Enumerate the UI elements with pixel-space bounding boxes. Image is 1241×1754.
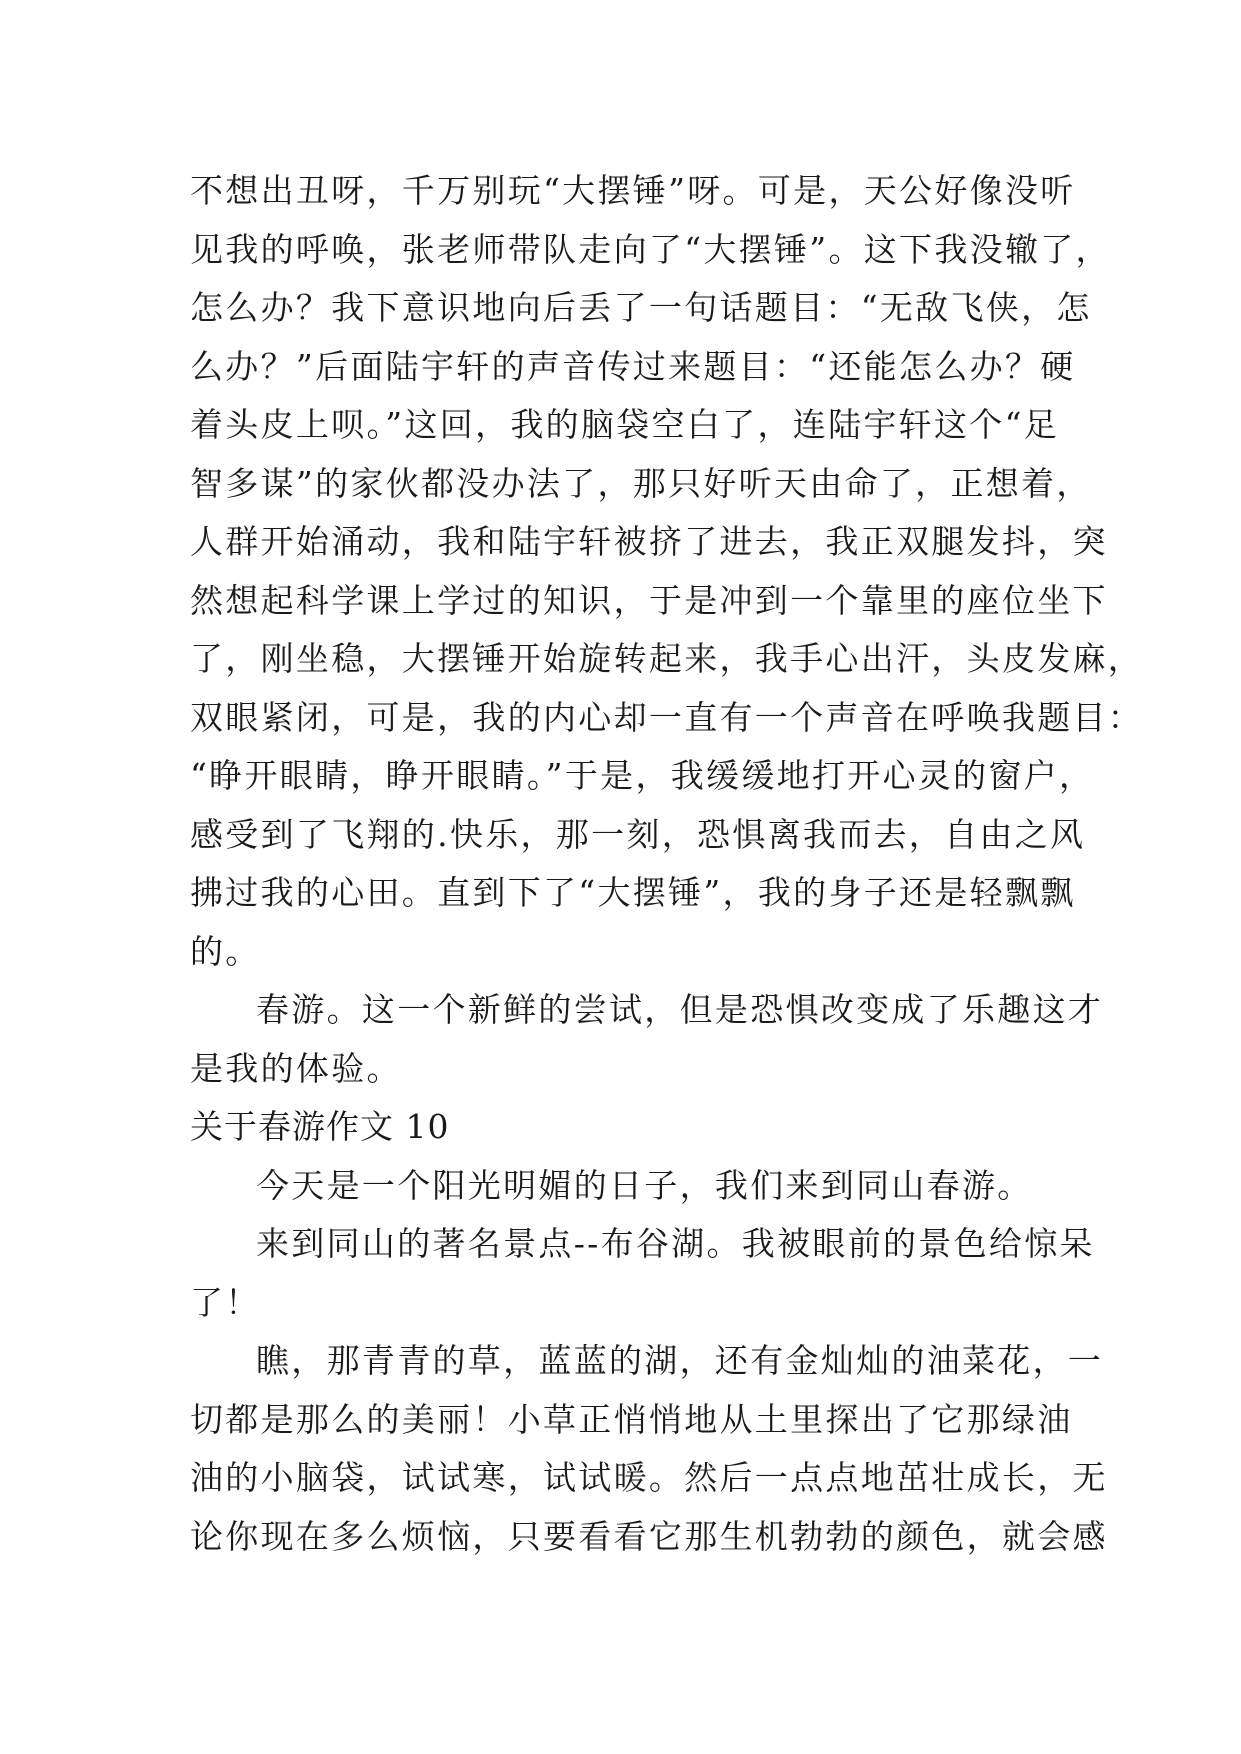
section-heading: 关于春游作文 10 [190,1107,450,1146]
text-line: 论你现在多么烦恼，只要看看它那生机勃勃的颜色，就会感 [190,1516,1108,1556]
text-line: 切都是那么的美丽！小草正悄悄地从土里探出了它那绿油 [190,1399,1073,1439]
text-line: 么办？”后面陆宇轩的声音传过来题目：“还能怎么办？硬 [190,346,1076,386]
text-line: 智多谋”的家伙都没办法了，那只好听天由命了，正想着， [190,463,1092,503]
text-line: 人群开始涌动，我和陆宇轩被挤了进去，我正双腿发抖，突 [190,522,1108,561]
text-line: 油的小脑袋，试试寒，试试暖。然后一点点地茁壮成长，无 [190,1458,1108,1497]
text-line: 了！ [190,1282,261,1322]
text-line: 不想出丑呀，千万别玩“大摆锤”呀。可是，天公好像没听 [190,171,1076,210]
text-line: 着头皮上呗。”这回，我的脑袋空白了，连陆宇轩这个“足 [190,405,1060,444]
paragraph-start-line: 瞧，那青青的草，蓝蓝的湖，还有金灿灿的油菜花，一 [256,1341,1104,1380]
text-line: 然想起科学课上学过的知识，于是冲到一个靠里的座位坐下 [190,580,1108,620]
text-line: 双眼紧闭，可是，我的内心却一直有一个声音在呼唤我题目： [190,697,1144,737]
text-line: 了，刚坐稳，大摆锤开始旋转起来，我手心出汗，头皮发麻， [190,639,1144,678]
text-line: 感受到了飞翔的.快乐，那一刻，恐惧离我而去，自由之风 [190,814,1086,854]
paragraph-start-line: 春游。这一个新鲜的尝试，但是恐惧改变成了乐趣这才 [256,990,1104,1029]
text-line: 拂过我的心田。直到下了“大摆锤”，我的身子还是轻飘飘 [190,873,1076,912]
document-body [190,162,1144,1566]
text-line: 的。 [190,931,261,971]
paragraph-start-line: 来到同山的著名景点--布谷湖。我被眼前的景色给惊呆 [256,1224,1095,1263]
text-line: 见我的呼唤，张老师带队走向了“大摆锤”。这下我没辙了， [190,229,1111,269]
paragraph-start-line: 今天是一个阳光明媚的日子，我们来到同山春游。 [256,1165,1033,1205]
text-line: “睁开眼睛，睁开眼睛。”于是，我缓缓地打开心灵的窗户， [190,756,1095,795]
text-line: 怎么办？我下意识地向后丢了一句话题目：“无敌飞侠，怎 [190,288,1092,327]
text-line: 是我的体验。 [190,1048,402,1088]
